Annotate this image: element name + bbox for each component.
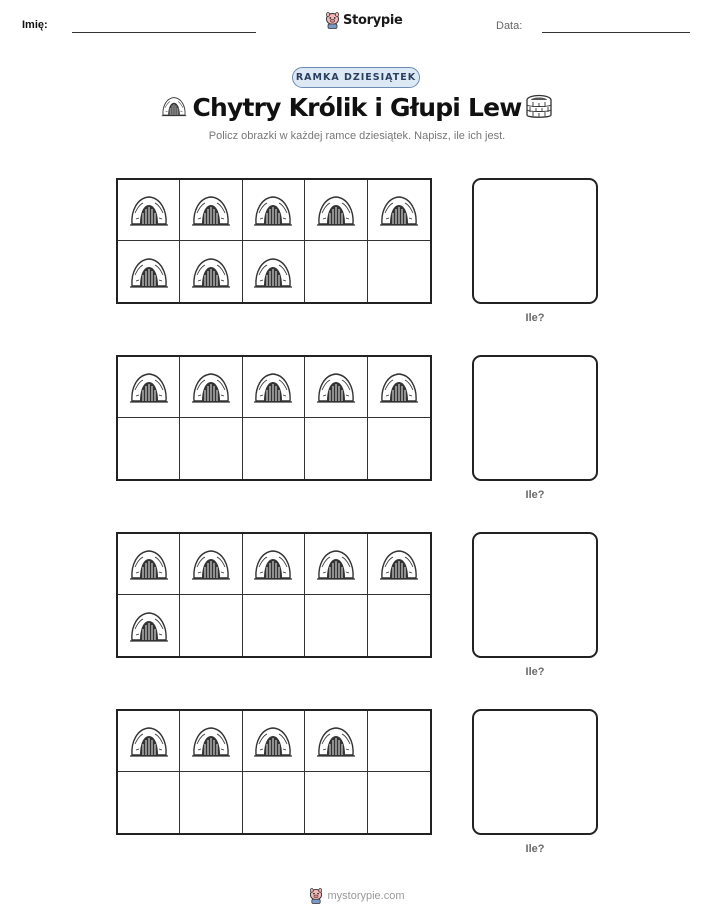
frame-cell-empty bbox=[305, 595, 367, 656]
brand-logo bbox=[325, 12, 403, 29]
frame-cell-empty bbox=[180, 418, 242, 479]
cave-icon bbox=[129, 724, 169, 758]
answer-box-2[interactable] bbox=[472, 355, 598, 481]
frame-cell-empty bbox=[243, 595, 305, 656]
ten-frame-1 bbox=[116, 178, 432, 304]
footer-url: mystorypie.com bbox=[327, 890, 405, 902]
frame-cell-filled bbox=[243, 180, 305, 241]
frame-cell-filled bbox=[305, 534, 367, 595]
answer-box-1[interactable] bbox=[472, 178, 598, 304]
answer-label-1: Ile? bbox=[525, 312, 545, 324]
frame-cell-filled bbox=[180, 241, 242, 302]
cave-icon bbox=[253, 724, 293, 758]
cave-icon bbox=[191, 193, 231, 227]
frame-cell-empty bbox=[243, 772, 305, 833]
frame-cell-empty bbox=[305, 772, 367, 833]
frame-cell-filled bbox=[118, 711, 180, 772]
frame-cell-filled bbox=[305, 711, 367, 772]
cave-icon bbox=[316, 193, 356, 227]
cave-icon bbox=[129, 547, 169, 581]
frame-cell-empty bbox=[180, 595, 242, 656]
cave-icon bbox=[129, 370, 169, 404]
date-label: Data: bbox=[496, 20, 523, 32]
answer-box-4[interactable] bbox=[472, 709, 598, 835]
cave-icon bbox=[191, 724, 231, 758]
frame-cell-filled bbox=[180, 711, 242, 772]
frame-cell-filled bbox=[305, 357, 367, 418]
worksheet-header bbox=[0, 0, 714, 50]
name-input-line[interactable] bbox=[72, 32, 256, 33]
cave-icon bbox=[316, 370, 356, 404]
pig-mascot-icon bbox=[309, 888, 323, 904]
cave-icon bbox=[191, 370, 231, 404]
frame-cell-empty bbox=[368, 595, 430, 656]
frame-cell-filled bbox=[180, 357, 242, 418]
frame-cell-filled bbox=[118, 534, 180, 595]
name-label: Imię: bbox=[22, 19, 48, 31]
ten-frame-2 bbox=[116, 355, 432, 481]
frame-cell-empty bbox=[118, 772, 180, 833]
cave-icon bbox=[316, 547, 356, 581]
frame-cell-filled bbox=[180, 180, 242, 241]
cave-icon bbox=[379, 370, 419, 404]
cave-icon bbox=[129, 193, 169, 227]
frame-cell-filled bbox=[118, 595, 180, 656]
frame-cell-filled bbox=[118, 180, 180, 241]
cave-icon bbox=[379, 193, 419, 227]
frame-cell-empty bbox=[368, 772, 430, 833]
well-icon bbox=[524, 93, 554, 121]
frame-cell-filled bbox=[180, 534, 242, 595]
cave-icon bbox=[316, 724, 356, 758]
frame-cell-filled bbox=[243, 241, 305, 302]
brand-name: Storypie bbox=[343, 13, 403, 28]
cave-icon bbox=[379, 547, 419, 581]
frame-cell-empty bbox=[180, 772, 242, 833]
frame-cell-filled bbox=[243, 534, 305, 595]
answer-box-3[interactable] bbox=[472, 532, 598, 658]
instructions: Policz obrazki w każdej ramce dziesiątek. Napisz, ile ich jest. bbox=[208, 130, 506, 142]
cave-icon bbox=[253, 547, 293, 581]
ten-frame-4 bbox=[116, 709, 432, 835]
cave-icon bbox=[253, 370, 293, 404]
frame-cell-filled bbox=[243, 711, 305, 772]
frame-cell-filled bbox=[368, 180, 430, 241]
cave-icon bbox=[129, 255, 169, 289]
frame-cell-filled bbox=[118, 357, 180, 418]
footer bbox=[0, 886, 714, 906]
title-row bbox=[0, 92, 714, 126]
cave-icon bbox=[129, 609, 169, 643]
frame-cell-empty bbox=[368, 241, 430, 302]
answer-label-3: Ile? bbox=[525, 666, 545, 678]
date-input-line[interactable] bbox=[542, 32, 690, 33]
cave-icon bbox=[253, 255, 293, 289]
frame-cell-filled bbox=[368, 357, 430, 418]
page-title: Chytry Królik i Głupi Lew bbox=[192, 93, 522, 122]
pig-mascot-icon bbox=[325, 12, 340, 29]
frame-cell-filled bbox=[118, 241, 180, 302]
frame-cell-empty bbox=[368, 418, 430, 479]
frame-cell-filled bbox=[243, 357, 305, 418]
frame-cell-empty bbox=[305, 418, 367, 479]
cave-icon bbox=[253, 193, 293, 227]
frame-cell-empty bbox=[368, 711, 430, 772]
ten-frame-3 bbox=[116, 532, 432, 658]
answer-label-2: Ile? bbox=[525, 489, 545, 501]
frame-cell-empty bbox=[118, 418, 180, 479]
worksheet-type-badge: RAMKA DZIESIĄTEK bbox=[292, 67, 420, 88]
cave-icon bbox=[191, 255, 231, 289]
frame-cell-empty bbox=[305, 241, 367, 302]
frame-cell-empty bbox=[243, 418, 305, 479]
answer-label-4: Ile? bbox=[525, 843, 545, 855]
frame-cell-filled bbox=[305, 180, 367, 241]
frame-cell-filled bbox=[368, 534, 430, 595]
cave-icon bbox=[191, 547, 231, 581]
